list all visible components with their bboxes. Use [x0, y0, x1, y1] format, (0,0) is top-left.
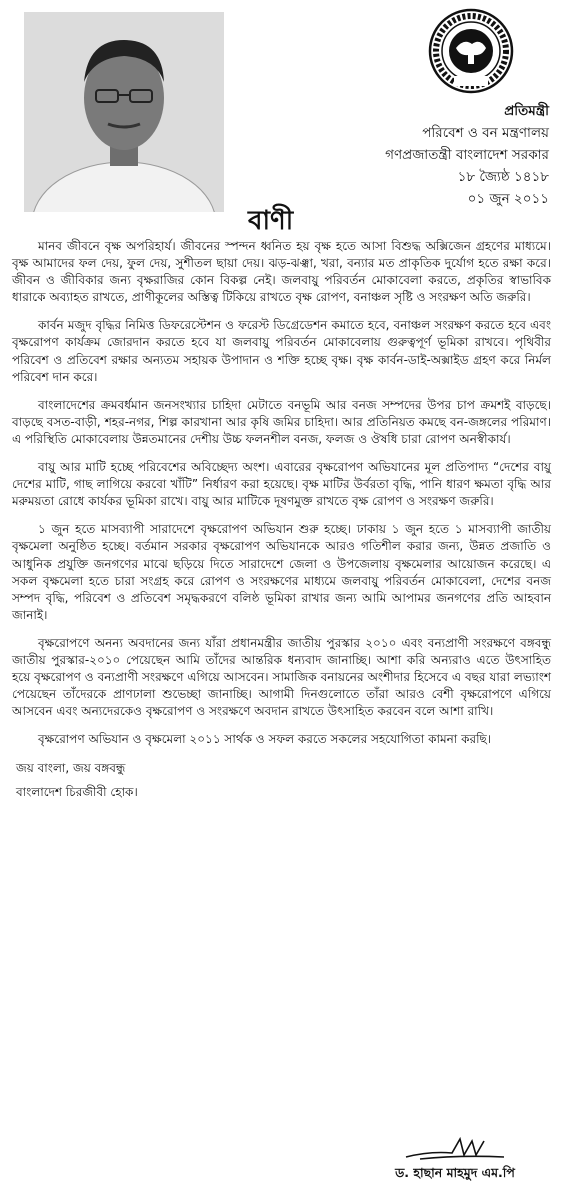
paragraph-1: মানব জীবনে বৃক্ষ অপরিহার্য। জীবনের স্পন্দন ধ্বনিত হয় বৃক্ষ হতে আসা বিশুদ্ধ অক্সিজেন গ্রহণের মাধ্যমে। বৃক্ষ আমাদের ফল দেয়, ফুল দেয়, সুশীতল ছায়া দেয়। ঝড়-ঝঞ্ঝা, খরা, বন্যার মত প্রাকৃতিক দুর্যোগ হতে রক্ষা করে। জীবন ও জীবিকার জন্য বৃক্ষরাজির কোন বিকল্প নেই। জলবায়ু পরিবর্তন মোকাবেলা করতে, প্রকৃতির স্বাভাবিক ধারাকে অব্যাহত রাখতে, প্রাণীকূলের অস্তিত্ব টিকিয়ে রাখতে বৃক্ষ রোপণ, বনাঞ্চল সৃষ্টি ও সংরক্ষণ অতি জরুরি। [12, 239, 551, 305]
closing-line-2: বাংলাদেশ চিরজীবী হোক। [16, 785, 138, 800]
portrait-photo [24, 12, 224, 212]
signatory-name: ড. হাছান মাহমুদ এম.পি [395, 1165, 515, 1180]
paragraph-7: বৃক্ষরোপণ অভিযান ও বৃক্ষমেলা ২০১১ সার্থক ও সফল করতে সকলের সহযোগিতা কামনা করছি। [38, 732, 492, 747]
paragraph-2: কার্বন মজুদ বৃদ্ধির নিমিত্ত ডিফরেস্টেশন ও ফরেস্ট ডিগ্রেডেশন কমাতে হবে, বনাঞ্চল সংরক্ষণ করতে হবে এবং বৃক্ষরোপণ কার্যক্রম জোরদান করতে হবে যা জলবায়ু পরিবর্তন মোকাবেলায় গুরুত্বপূর্ণ ভূমিকা রাখবে। পৃথিবীর পরিবেশ ও প্রতিবেশ রক্ষার অন্যতম সহায়ক উপাদান ও শক্তি হচ্ছে বৃক্ষ। বৃক্ষ কার্বন-ডাই-অক্সাইড গ্রহণ করে নির্মল পরিবেশ দান করে। [12, 318, 551, 384]
ministry-name: পরিবেশ ও বন মন্ত্রণালয় [422, 125, 549, 141]
date-bengali: ১৮ জ্যৈষ্ঠ ১৪১৮ [457, 169, 549, 185]
government-name: গণপ্রজাতন্ত্রী বাংলাদেশ সরকার [385, 147, 549, 163]
closing-line-1: জয় বাংলা, জয় বঙ্গবন্ধু [16, 761, 126, 776]
paragraph-4: বায়ু আর মাটি হচ্ছে পরিবেশের অবিচ্ছেদ্য অংশ। এবারের বৃক্ষরোপণ অভিযানের মূল প্রতিপাদ্য “দেশের বায়ু দেশের মাটি, গাছ লাগিয়ে করবো খাঁটি” নির্ধারণ করা হয়েছে। বৃক্ষ মাটির উর্বরতা বৃদ্ধি, পানি ধারণ ক্ষমতা বৃদ্ধি আর মরুময়তা রোধে কার্যকর ভূমিকা রাখে। বায়ু আর মাটিকে দূষণমুক্ত রাখতে বৃক্ষ রোপণ ও সংরক্ষণ জরুরি। [12, 460, 551, 509]
paragraph-5: ১ জুন হতে মাসব্যাপী সারাদেশে বৃক্ষরোপণ অভিযান শুরু হচ্ছে। ঢাকায় ১ জুন হতে ১ মাসব্যাপী জাতীয় বৃক্ষমেলা অনুষ্ঠিত হচ্ছে। বর্তমান সরকার বৃক্ষরোপণ অভিযানকে আরও গতিশীল করার জন্য, উন্নত প্রজাতি ও আধুনিক প্রযুক্তি জনগণের মাঝে ছড়িয়ে দিতে সারাদেশে জেলা ও উপজেলায় বৃক্ষমেলার আয়োজন করেছে। এ সকল বৃক্ষমেলা হতে চারা সংগ্রহ করে রোপণ ও সংরক্ষণের মাধ্যমে জলবায়ু পরিবর্তন মোকাবেলা, দেশের বনজ সম্পদ বৃদ্ধি, পরিবেশ ও প্রতিবেশ সমৃদ্ধকরণে বলিষ্ঠ ভূমিকা রাখার জন্য আমি আপামর জনগণের প্রতি আহবান জানাই। [12, 522, 551, 622]
message-body [6, 238, 557, 801]
date-gregorian: ০১ জুন ২০১১ [467, 191, 549, 207]
page-title: বাণী [248, 206, 294, 236]
designation: প্রতিমন্ত্রী [504, 103, 549, 119]
signature-block [355, 1133, 555, 1185]
header-area [6, 6, 557, 238]
paragraph-6: বৃক্ষরোপণে অনন্য অবদানের জন্য যাঁরা প্রধানমন্ত্রীর জাতীয় পুরস্কার ২০১০ এবং বন্যপ্রাণী সংরক্ষণে বঙ্গবন্ধু জাতীয় পুরস্কার-২০১০ পেয়েছেন আমি তাঁদের আন্তরিক ধন্যবাদ জানাচ্ছি। আশা করি অন্যরাও এতে উৎসাহিত হয়ে বৃক্ষরোপণ ও বন্যপ্রাণী সংরক্ষণে এগিয়ে আসবেন। সামাজিক বনায়নের অংশীদার হিসেবে এ বছর যারা লভ্যাংশ পেয়েছেন তাঁদেরকে প্রাণঢালা শুভেচ্ছা জানাচ্ছি। আগামী দিনগুলোতে তাঁরা আরও বেশী বৃক্ষরোপণে এগিয়ে আসবেন এবং অন্যদেরকেও বৃক্ষরোপণ ও সংরক্ষণে অবদান রাখতে উৎসাহিত করবেন বলে আশা রাখি। [12, 635, 551, 719]
ministry-header [249, 100, 549, 210]
signature-icon [400, 1133, 510, 1163]
paragraph-3: বাংলাদেশের ক্রমবর্ধমান জনসংখ্যার চাহিদা মেটাতে বনভূমি আর বনজ সম্পদের উপর চাপ ক্রমশই বাড়ছে। বাড়ছে বসত-বাড়ী, শহর-নগর, শিল্প কারখানা আর কৃষি জমির চাহিদা। আর প্রতিনিয়ত কমছে বন-জঙ্গলের পরিমাণ। এ পরিস্থিতি মোকাবেলায় উন্নতমানের দেশীয় উচ্চ ফলনশীল বনজ, ফলজ ও ঔষধি চারা রোপণ অনস্বীকার্য। [12, 397, 551, 446]
government-seal-icon [428, 8, 514, 94]
